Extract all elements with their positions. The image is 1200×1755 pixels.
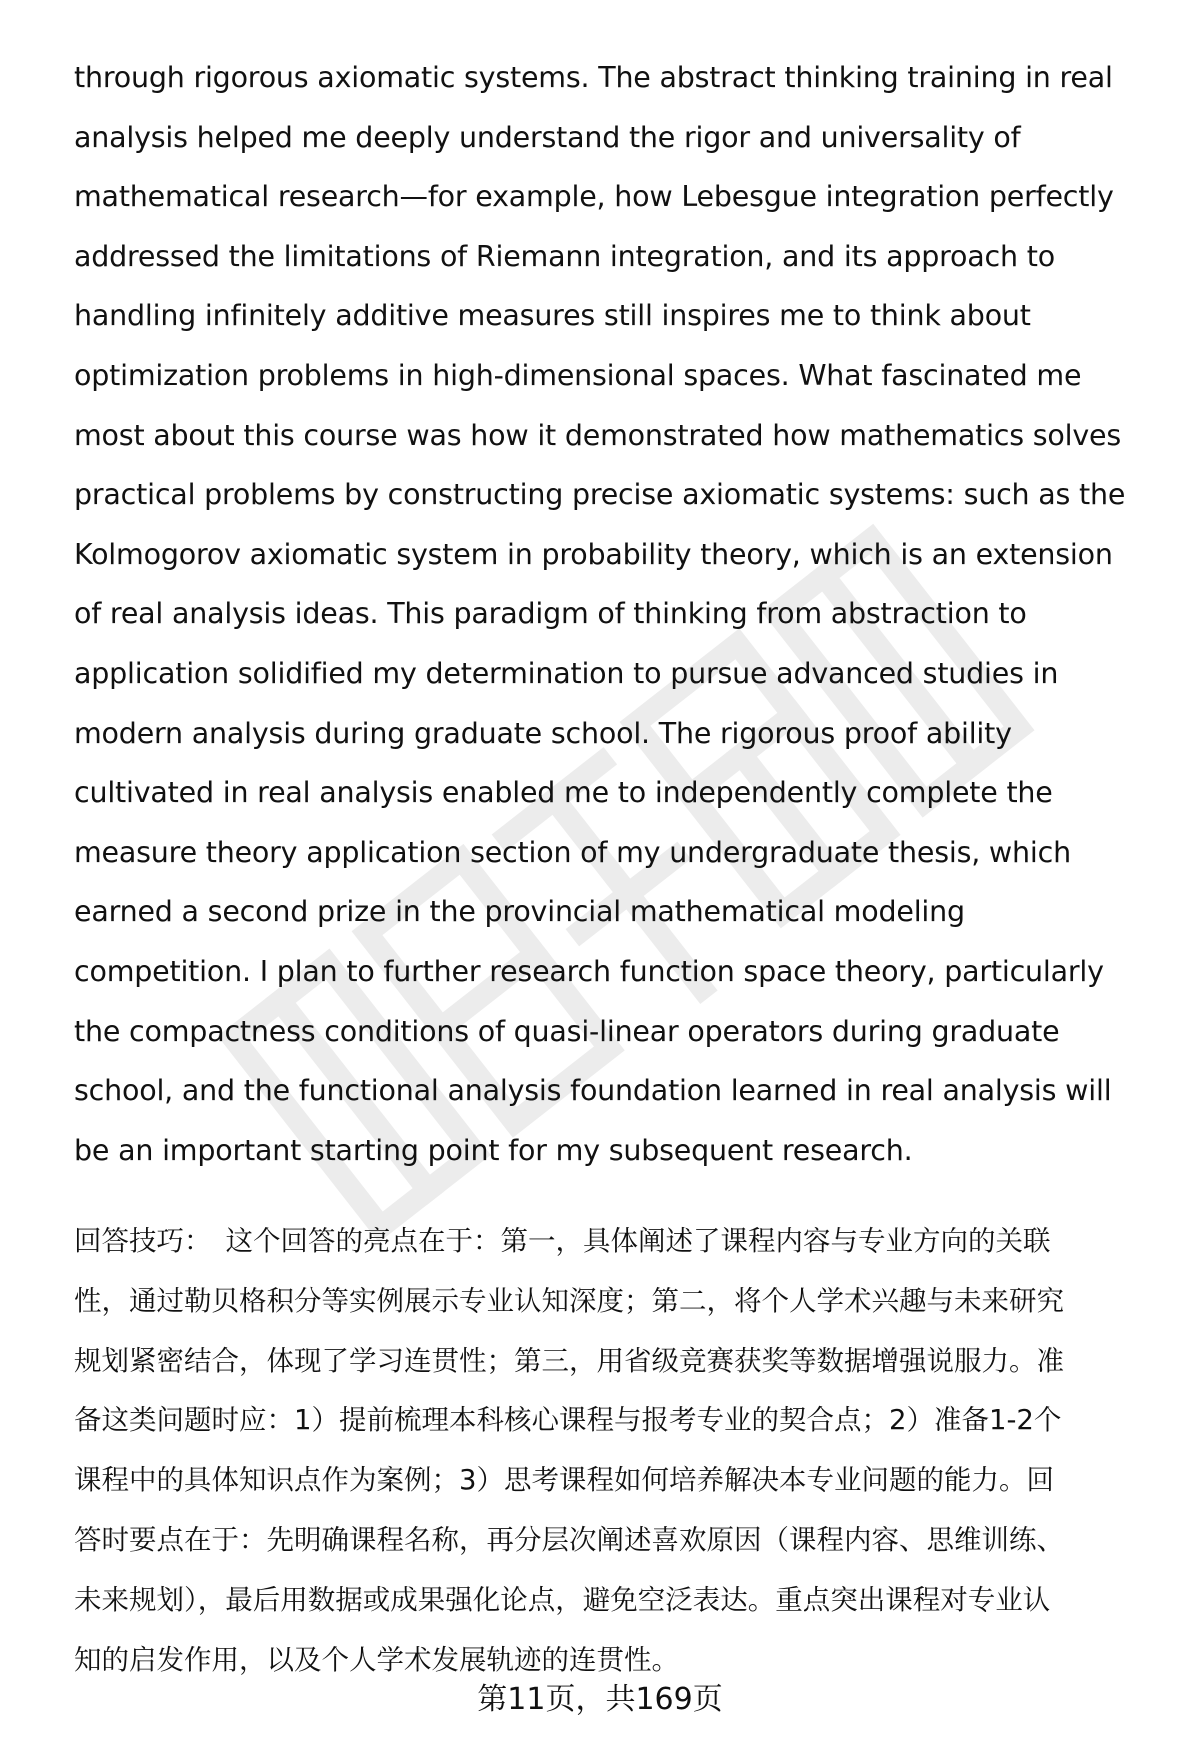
- answer-tips-paragraph: [74, 1212, 1144, 1690]
- page-number-footer: 第11页，共169页: [477, 1682, 723, 1717]
- tips-text: 这个回答的亮点在于：第一，具体阐述了课程内容与专业方向的关联 性，通过勒贝格积分等实例展示专业认知深度；第二，将个人学术兴趣与未来研究 规划紧密结合，体现了学习连贯性；第三，用省级竞赛获奖等数据增强说服力。准 备这类问题时应：1）提前梳理本科核心课程与报考专业的契合点；2）准备1-2个 课程中的具体知识点作为案例；3）思考课程如何培养解决本专业问题的能力。回 答时要点在于：先明确课程名称，再分层次阐述喜欢原因（课程内容、思维训练、 未来规划），最后用数据或成果强化论点，避免空泛表达。重点突出课程对专业认 知的启发作用，以及个人学术发展轨迹的连贯性。: [74, 1225, 1064, 1676]
- answer-body-text: through rigorous axiomatic systems. The abstract thinking training in real analysis helped me deeply understand the rigor and universality of mathematical research—for example, how Lebesgue integration perfectly addressed the limitations of Riemann integration, and its approach to handling infinitely additive measures still inspires me to think about optimization problems in high-dimensional spaces. What fascinated me most about this course was how it demonstrated how mathematics solves practical problems by constructing precise axiomatic systems: such as the Kolmogorov axiomatic system in probability theory, which is an extension of real analysis ideas. This paradigm of thinking from abstraction to application solidified my determination to pursue advanced studies in modern analysis during graduate school. The rigorous proof ability cultivated in real analysis enabled me to independently complete the measure theory application section of my undergraduate thesis, which earned a second prize in the provincial mathematical modeling competition. I plan to further research function space theory, particularly the compactness conditions of quasi-linear operators during graduate school, and the functional analysis foundation learned in real analysis will be an important starting point for my subsequent research.: [74, 61, 1126, 1167]
- tips-label: 回答技巧：: [74, 1225, 212, 1257]
